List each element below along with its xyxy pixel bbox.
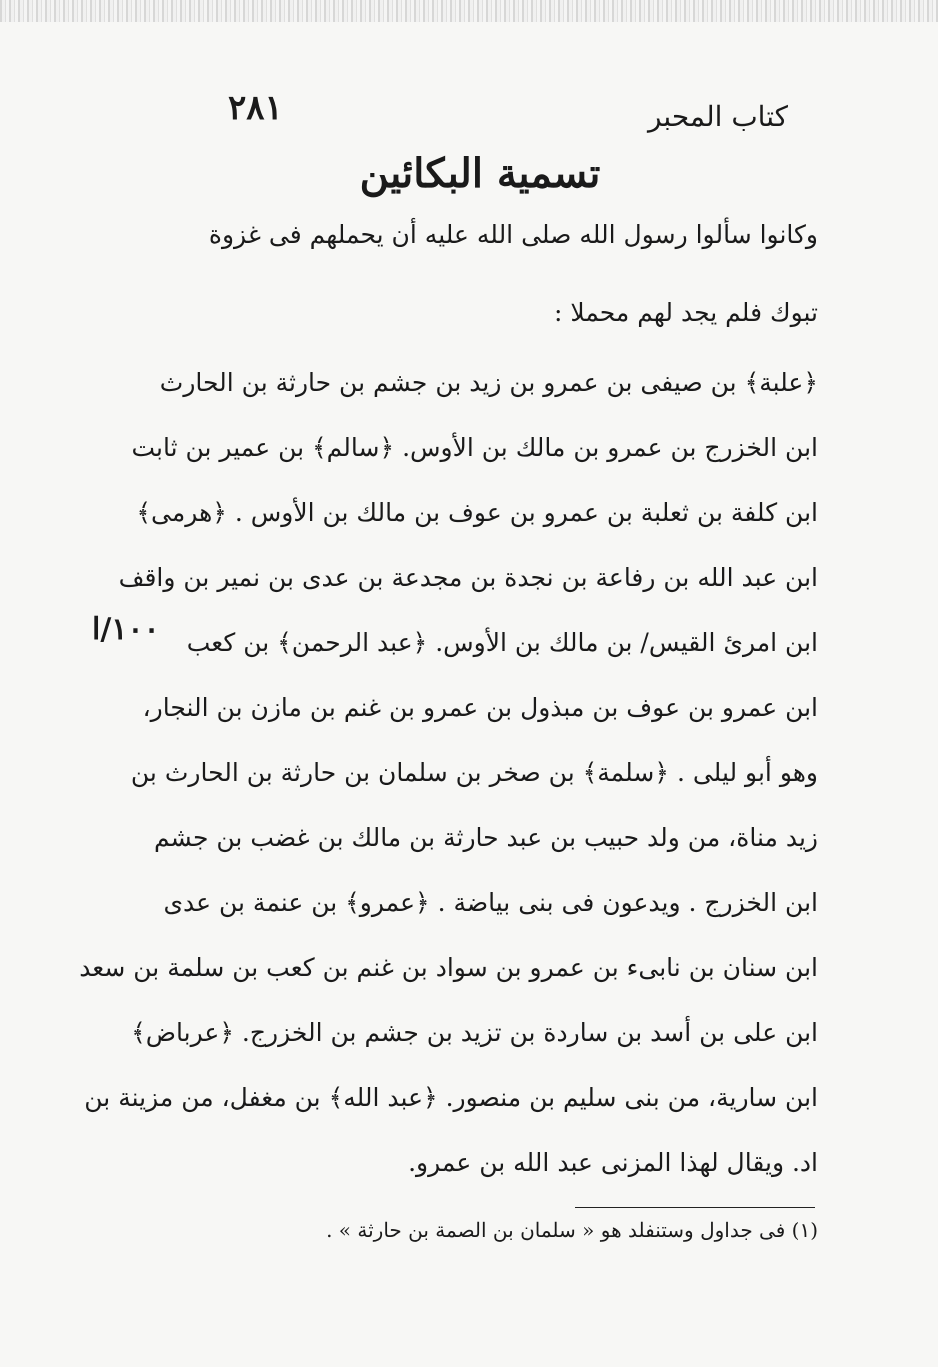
body-line: ابن عمرو بن عوف بن مبذول بن عمرو بن غنم بن مازن بن النجار، [142, 693, 818, 722]
body-line: ابن سنان بن نابىء بن عمرو بن سواد بن غنم بن كعب بن سلمة بن سعد [79, 953, 818, 982]
body-line: زيد مناة، من ولد حبيب بن عبد حارثة بن مالك بن غضب بن جشم [154, 823, 818, 852]
page-number: ٢٨١ [228, 88, 283, 128]
footnote-divider [575, 1207, 815, 1208]
body-line: ابن كلفة بن ثعلبة بن عمرو بن عوف بن مالك بن الأوس . ﴿هرمى﴾ [136, 498, 818, 527]
body-line: وهو أبو ليلى . ﴿سلمة﴾ بن صخر بن سلمان بن حارثة بن الحارث بن [130, 758, 818, 787]
section-title: تسمية البكائين [359, 150, 601, 197]
running-head: كتاب المحبر [647, 100, 788, 133]
body-line: ابن الخزرج بن عمرو بن مالك بن الأوس. ﴿سالم﴾ بن عمير بن ثابت [131, 433, 818, 462]
margin-folio-note: ١٠٠/ا [92, 612, 160, 647]
body-line: ابن على بن أسد بن ساردة بن تزيد بن جشم بن الخزرج. ﴿عرباض﴾ [131, 1018, 818, 1047]
body-line: ابن سارية، من بنى سليم بن منصور. ﴿عبد الله﴾ بن مغفل، من مزينة بن [84, 1083, 818, 1112]
footnote: (١) فى جداول وستنفلد هو « سلمان بن الصمة بن حارثة » . [326, 1218, 818, 1242]
intro-line: وكانوا سألوا رسول الله صلى الله عليه أن يحملهم فى غزوة [208, 220, 818, 249]
body-line: اد. ويقال لهذا المزنى عبد الله بن عمرو. [408, 1148, 818, 1177]
scan-top-edge [0, 0, 938, 22]
intro-line: تبوك فلم يجد لهم محملا : [554, 298, 818, 327]
body-line: ابن امرئ القيس/ بن مالك بن الأوس. ﴿عبد الرحمن﴾ بن كعب [186, 628, 818, 657]
body-line: ابن عبد الله بن رفاعة بن نجدة بن مجدعة بن عدى بن نمير بن واقف [118, 563, 818, 592]
body-line: ابن الخزرج . ويدعون فى بنى بياضة . ﴿عمرو﴾ بن عنمة بن عدى [163, 888, 818, 917]
body-line: ﴿علبة﴾ بن صيفى بن عمرو بن زيد بن جشم بن حارثة بن الحارث [159, 368, 818, 397]
